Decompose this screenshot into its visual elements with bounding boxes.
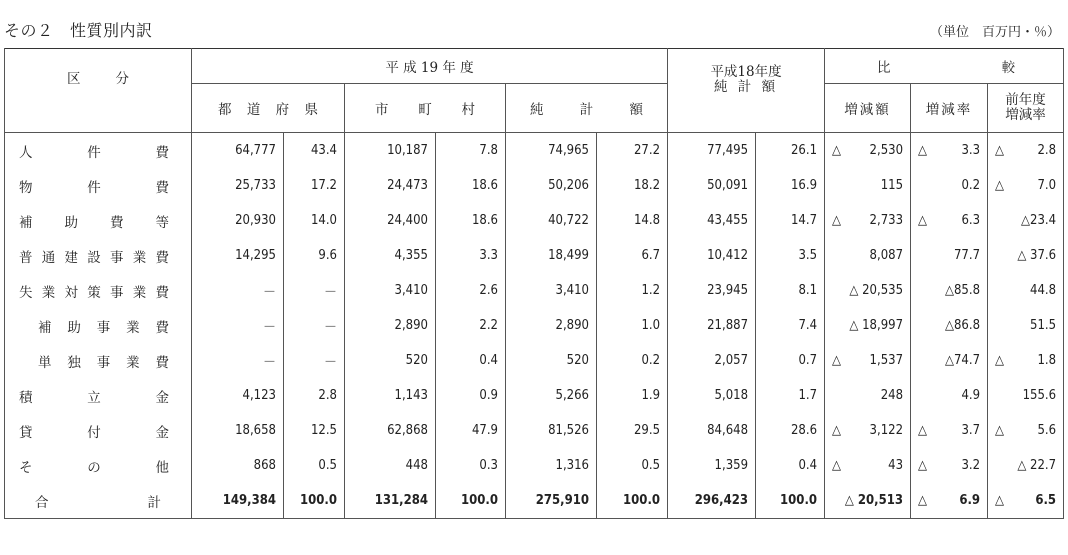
cell-value: 3.3 xyxy=(961,143,981,158)
row-label: 補助費等 xyxy=(5,203,192,238)
cell-diff xyxy=(825,343,911,378)
cell-prev-rate xyxy=(988,273,1064,308)
cell-prev: 84,648 xyxy=(668,413,756,448)
cell-pref: 868 xyxy=(192,448,284,483)
cell-diff xyxy=(825,448,911,483)
triangle-mark: △ xyxy=(995,493,1005,508)
cell-value: 51.5 xyxy=(1030,318,1057,333)
cell-pref-pct: － xyxy=(284,273,345,308)
triangle-mark: △ xyxy=(832,458,842,473)
cell-value: 2,733 xyxy=(869,213,904,228)
header-shichoson: 市町村 xyxy=(345,84,506,133)
cell-pref: 149,384 xyxy=(192,483,284,519)
cell-value: △74.7 xyxy=(945,353,981,368)
cell-net-pct: 1.9 xyxy=(597,378,668,413)
cell-pref-pct: － xyxy=(284,343,345,378)
cell-muni-pct: 100.0 xyxy=(436,483,506,519)
cell-net: 520 xyxy=(506,343,597,378)
cell-prev-rate xyxy=(988,483,1064,519)
cell-value: 7.0 xyxy=(1037,178,1057,193)
row-label: 単独事業費 xyxy=(5,343,192,378)
cell-net-pct: 29.5 xyxy=(597,413,668,448)
cell-prev-pct: 3.5 xyxy=(756,238,825,273)
cell-rate xyxy=(911,483,988,519)
cell-diff xyxy=(825,273,911,308)
table-row xyxy=(5,343,1064,378)
cell-value: △ 20,513 xyxy=(844,493,904,508)
cell-net: 50,206 xyxy=(506,168,597,203)
cell-net-pct: 1.0 xyxy=(597,308,668,343)
header-hikaku: 比 較 xyxy=(825,49,1064,84)
cell-value: 6.5 xyxy=(1035,493,1057,508)
cell-pref-pct: 0.5 xyxy=(284,448,345,483)
cell-prev: 1,359 xyxy=(668,448,756,483)
cell-prev-pct: 28.6 xyxy=(756,413,825,448)
table-row xyxy=(5,378,1064,413)
cell-muni-pct: 2.2 xyxy=(436,308,506,343)
cell-rate xyxy=(911,133,988,169)
cell-muni-pct: 7.8 xyxy=(436,133,506,169)
cell-net: 81,526 xyxy=(506,413,597,448)
row-label: 失業対策事業費 xyxy=(5,273,192,308)
cell-prev: 43,455 xyxy=(668,203,756,238)
header-zogengaku: 増減額 xyxy=(825,84,911,133)
cell-pref: － xyxy=(192,273,284,308)
unit-note: （単位 百万円・％） xyxy=(929,25,1060,40)
cell-value: 1,537 xyxy=(869,353,904,368)
cell-prev: 21,887 xyxy=(668,308,756,343)
cell-net-pct: 6.7 xyxy=(597,238,668,273)
cell-net: 275,910 xyxy=(506,483,597,519)
cell-net: 18,499 xyxy=(506,238,597,273)
cell-pref: 4,123 xyxy=(192,378,284,413)
cell-value: △23.4 xyxy=(1021,213,1057,228)
row-label: その他 xyxy=(5,448,192,483)
cell-muni: 62,868 xyxy=(345,413,436,448)
cell-prev: 5,018 xyxy=(668,378,756,413)
cell-prev-rate xyxy=(988,378,1064,413)
cell-pref: － xyxy=(192,308,284,343)
table-row xyxy=(5,308,1064,343)
cell-diff xyxy=(825,133,911,169)
triangle-mark: △ xyxy=(832,143,842,158)
cell-prev-pct: 0.7 xyxy=(756,343,825,378)
cell-value: 43 xyxy=(888,458,904,473)
table-row xyxy=(5,413,1064,448)
cell-pref: 25,733 xyxy=(192,168,284,203)
cell-net-pct: 1.2 xyxy=(597,273,668,308)
cell-prev-pct: 14.7 xyxy=(756,203,825,238)
cell-prev-rate xyxy=(988,238,1064,273)
cell-muni-pct: 0.9 xyxy=(436,378,506,413)
cell-diff xyxy=(825,203,911,238)
cell-value: 3.2 xyxy=(961,458,981,473)
cell-prev: 77,495 xyxy=(668,133,756,169)
cell-rate xyxy=(911,343,988,378)
header-todofuken: 都道府県 xyxy=(192,84,345,133)
cell-diff xyxy=(825,308,911,343)
cell-diff xyxy=(825,413,911,448)
cell-net-pct: 100.0 xyxy=(597,483,668,519)
cell-prev-pct: 0.4 xyxy=(756,448,825,483)
cell-pref-pct: － xyxy=(284,308,345,343)
cell-muni-pct: 0.4 xyxy=(436,343,506,378)
cell-muni-pct: 47.9 xyxy=(436,413,506,448)
cell-pref-pct: 2.8 xyxy=(284,378,345,413)
cell-net: 1,316 xyxy=(506,448,597,483)
cell-prev-pct: 100.0 xyxy=(756,483,825,519)
cell-net: 3,410 xyxy=(506,273,597,308)
cell-value: △ 18,997 xyxy=(849,318,904,333)
triangle-mark: △ xyxy=(918,423,928,438)
triangle-mark: △ xyxy=(918,213,928,228)
cell-rate xyxy=(911,378,988,413)
cell-net-pct: 18.2 xyxy=(597,168,668,203)
cell-prev-pct: 1.7 xyxy=(756,378,825,413)
page-title: その２ 性質別内訳 xyxy=(4,21,153,40)
cell-muni-pct: 0.3 xyxy=(436,448,506,483)
cell-value: 248 xyxy=(880,388,904,403)
triangle-mark: △ xyxy=(995,423,1005,438)
cell-prev-rate xyxy=(988,448,1064,483)
cell-pref-pct: 43.4 xyxy=(284,133,345,169)
cell-prev-rate xyxy=(988,203,1064,238)
cell-rate xyxy=(911,308,988,343)
cell-muni: 24,473 xyxy=(345,168,436,203)
cell-muni-pct: 2.6 xyxy=(436,273,506,308)
cell-rate xyxy=(911,238,988,273)
cell-muni: 4,355 xyxy=(345,238,436,273)
cell-prev-pct: 26.1 xyxy=(756,133,825,169)
cell-net: 2,890 xyxy=(506,308,597,343)
table-header xyxy=(5,49,1064,133)
cell-pref-pct: 9.6 xyxy=(284,238,345,273)
row-label: 補助事業費 xyxy=(5,308,192,343)
cell-value: △85.8 xyxy=(945,283,981,298)
cell-diff xyxy=(825,483,911,519)
table-row xyxy=(5,448,1064,483)
table-body xyxy=(5,133,1064,519)
cell-value: △86.8 xyxy=(945,318,981,333)
cell-pref-pct: 14.0 xyxy=(284,203,345,238)
header-kubun: 区分 xyxy=(5,49,192,133)
table-row xyxy=(5,273,1064,308)
cell-value: 3.7 xyxy=(961,423,981,438)
cell-muni: 520 xyxy=(345,343,436,378)
cell-net-pct: 14.8 xyxy=(597,203,668,238)
row-label: 合計 xyxy=(5,483,192,519)
cell-muni: 448 xyxy=(345,448,436,483)
cell-muni: 131,284 xyxy=(345,483,436,519)
cell-pref-pct: 12.5 xyxy=(284,413,345,448)
table-row xyxy=(5,483,1064,519)
cell-prev-rate xyxy=(988,308,1064,343)
cell-diff xyxy=(825,238,911,273)
cell-net-pct: 0.5 xyxy=(597,448,668,483)
cell-value: 115 xyxy=(880,178,904,193)
cell-rate xyxy=(911,413,988,448)
cell-prev-pct: 16.9 xyxy=(756,168,825,203)
cell-rate xyxy=(911,168,988,203)
triangle-mark: △ xyxy=(918,458,928,473)
cell-muni: 3,410 xyxy=(345,273,436,308)
cell-rate xyxy=(911,203,988,238)
cell-pref: － xyxy=(192,343,284,378)
cell-diff xyxy=(825,378,911,413)
cell-value: 3,122 xyxy=(869,423,904,438)
table-row xyxy=(5,238,1064,273)
cell-rate xyxy=(911,273,988,308)
cell-net: 74,965 xyxy=(506,133,597,169)
table-row xyxy=(5,133,1064,169)
cell-prev-rate xyxy=(988,343,1064,378)
cell-net: 40,722 xyxy=(506,203,597,238)
cell-prev-rate xyxy=(988,133,1064,169)
cell-prev-pct: 8.1 xyxy=(756,273,825,308)
triangle-mark: △ xyxy=(832,213,842,228)
row-label: 積立金 xyxy=(5,378,192,413)
cell-pref: 14,295 xyxy=(192,238,284,273)
cell-value: 44.8 xyxy=(1030,283,1057,298)
header-zogenritsu: 増減率 xyxy=(911,84,988,133)
cell-value: 0.2 xyxy=(961,178,981,193)
cell-prev: 50,091 xyxy=(668,168,756,203)
cell-value: 6.3 xyxy=(961,213,981,228)
cell-pref: 64,777 xyxy=(192,133,284,169)
cell-muni-pct: 18.6 xyxy=(436,168,506,203)
cell-pref-pct: 17.2 xyxy=(284,168,345,203)
table-row xyxy=(5,203,1064,238)
cell-value: 155.6 xyxy=(1022,388,1057,403)
header-heisei19: 平 成 19 年 度 xyxy=(192,49,668,84)
cell-muni-pct: 18.6 xyxy=(436,203,506,238)
cell-net-pct: 0.2 xyxy=(597,343,668,378)
cell-value: 2,530 xyxy=(869,143,904,158)
cell-net-pct: 27.2 xyxy=(597,133,668,169)
cell-muni-pct: 3.3 xyxy=(436,238,506,273)
triangle-mark: △ xyxy=(832,353,842,368)
row-label: 物件費 xyxy=(5,168,192,203)
row-label: 人件費 xyxy=(5,133,192,169)
cell-diff xyxy=(825,168,911,203)
cell-prev-rate xyxy=(988,168,1064,203)
cell-prev: 10,412 xyxy=(668,238,756,273)
triangle-mark: △ xyxy=(918,143,928,158)
cell-prev: 2,057 xyxy=(668,343,756,378)
cell-value: 4.9 xyxy=(961,388,981,403)
header-zennendo: 前年度 増減率 xyxy=(988,84,1064,133)
cell-pref-pct: 100.0 xyxy=(284,483,345,519)
triangle-mark: △ xyxy=(918,493,928,508)
triangle-mark: △ xyxy=(995,178,1005,193)
cell-muni: 24,400 xyxy=(345,203,436,238)
cell-pref: 20,930 xyxy=(192,203,284,238)
cell-pref: 18,658 xyxy=(192,413,284,448)
cell-value: 2.8 xyxy=(1037,143,1057,158)
cell-prev-pct: 7.4 xyxy=(756,308,825,343)
cell-prev: 23,945 xyxy=(668,273,756,308)
cell-muni: 1,143 xyxy=(345,378,436,413)
cell-value: 8,087 xyxy=(869,248,904,263)
header-h18: 平成18年度 純 計 額 xyxy=(668,49,825,133)
cell-value: 6.9 xyxy=(959,493,981,508)
cell-value: △ 22.7 xyxy=(1017,458,1057,473)
cell-value: 5.6 xyxy=(1037,423,1057,438)
triangle-mark: △ xyxy=(832,423,842,438)
triangle-mark: △ xyxy=(995,353,1005,368)
cell-value: 1.8 xyxy=(1037,353,1057,368)
cell-rate xyxy=(911,448,988,483)
cell-value: △ 37.6 xyxy=(1017,248,1057,263)
cell-value: 77.7 xyxy=(953,248,981,263)
cell-prev-rate xyxy=(988,413,1064,448)
cell-muni: 10,187 xyxy=(345,133,436,169)
header-junkei: 純計額 xyxy=(506,84,668,133)
cell-value: △ 20,535 xyxy=(849,283,904,298)
row-label: 貸付金 xyxy=(5,413,192,448)
row-label: 普通建設事業費 xyxy=(5,238,192,273)
cell-prev: 296,423 xyxy=(668,483,756,519)
cell-muni: 2,890 xyxy=(345,308,436,343)
expenditure-table xyxy=(4,48,1064,519)
table-row xyxy=(5,168,1064,203)
triangle-mark: △ xyxy=(995,143,1005,158)
cell-net: 5,266 xyxy=(506,378,597,413)
